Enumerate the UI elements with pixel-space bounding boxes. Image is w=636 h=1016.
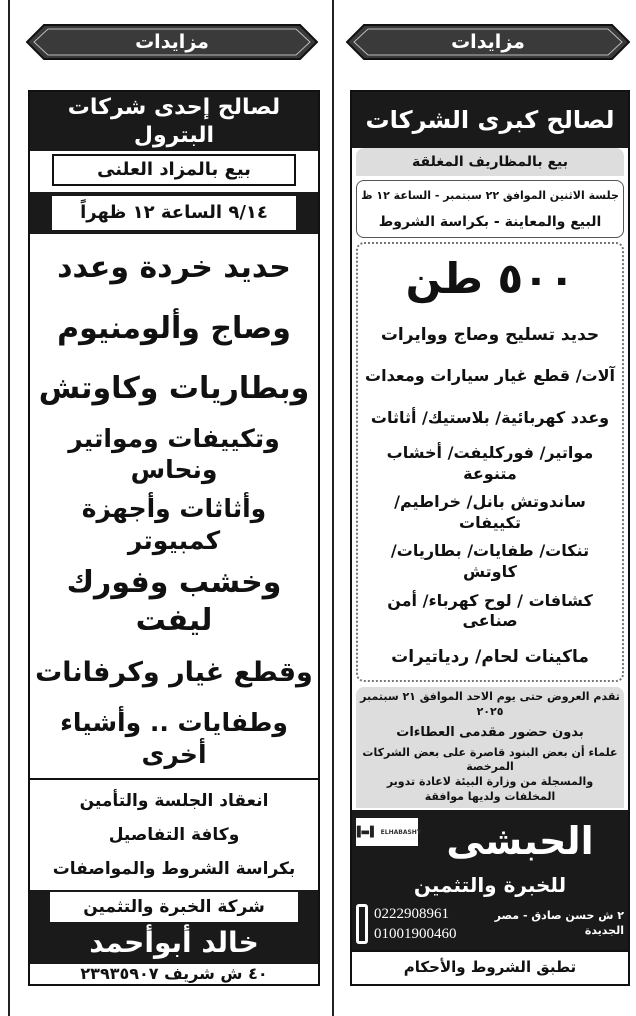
left-sale-type: بيع بالمزاد العلنى	[52, 154, 296, 186]
left-date-time: ٩/١٤ الساعة ١٢ ظهراً	[52, 196, 296, 230]
item-line: وبطاريات وكاوتش	[38, 370, 310, 406]
column-rule-left	[8, 0, 10, 1016]
left-name: خالد أبوأحمد	[89, 925, 259, 959]
banner-text: مزايدات	[451, 31, 525, 53]
item-line: وعدد كهربائية/ بلاستيك/ أثاثات	[370, 407, 610, 427]
item-line: وتكييفات ومواتير ونحاس	[68, 423, 280, 484]
right-phones	[374, 904, 457, 944]
right-company-box	[352, 810, 628, 950]
right-banner	[346, 24, 630, 60]
item-line: وأثاثات وأجهزة كمبيوتر	[81, 494, 267, 555]
right-sale-type: بيع بالمظاريف المغلقة	[356, 148, 624, 176]
right-address: ٢ ش حسن صادق - مصر الجديدة	[494, 909, 624, 937]
terms-line: بدون حضور مقدمى العطاءات	[396, 724, 584, 740]
left-items	[30, 234, 318, 778]
phone-number: 0222908961	[374, 906, 449, 922]
note-line: وكافة التفاصيل	[108, 824, 240, 845]
right-inspection: البيع والمعاينة - بكراسة الشروط	[378, 213, 602, 230]
left-address-phone: ٤٠ ش شريف ٢٣٩٣٥٩٠٧	[80, 964, 268, 983]
item-line: وصاج وألومنيوم	[57, 310, 291, 346]
left-ad	[28, 90, 320, 986]
right-contact-row	[356, 904, 624, 944]
left-company: شركة الخبرة والتثمين	[50, 892, 298, 922]
left-title: لصالح إحدى شركات البترول	[30, 92, 318, 151]
item-line: ساندوتش بانل/ خراطيم/ تكييفات	[394, 492, 586, 532]
item-line: وخشب وفورك ليفت	[66, 565, 282, 638]
right-title: لصالح كبرى الشركات	[352, 92, 628, 148]
right-tagline: للخبرة والتثمين	[413, 873, 567, 897]
right-session: جلسة الاثنين الموافق ٢٢ سبتمبر - الساعة ١٢ ظ	[361, 188, 619, 202]
right-terms	[356, 687, 624, 808]
right-session-box	[356, 180, 624, 238]
phone-number: 01001900460	[374, 926, 457, 942]
item-line: تنكات/ طفايات/ بطاريات/ كاوتش	[390, 541, 590, 582]
item-line: آلات/ قطع غيار سيارات ومعدات	[365, 365, 616, 385]
item-line: حديد خردة وعدد	[57, 250, 291, 286]
item-line: وطفايات .. وأشياء أخرى	[60, 708, 288, 769]
phone-icon	[356, 904, 368, 944]
banner-text: مزايدات	[135, 31, 209, 53]
right-ad	[350, 90, 630, 986]
item-line: ماكينات لحام/ ردياتيرات	[391, 646, 589, 667]
column-rule-middle	[332, 0, 334, 1016]
item-line: حديد تسليح وصاج ووايرات	[380, 324, 600, 345]
left-notes	[30, 778, 318, 890]
right-quantity: ٥٠٠ طن	[405, 253, 575, 303]
note-line: بكراسة الشروط والمواصفات	[52, 858, 296, 879]
item-line: وقطع غيار وكرفانات	[35, 657, 313, 689]
right-footer: تطبق الشروط والأحكام	[352, 950, 628, 984]
logo-mark-icon: ▐▬▌	[352, 826, 378, 838]
right-items-box	[356, 242, 624, 682]
right-company: الحبشى	[446, 819, 594, 864]
note-line: انعقاد الجلسة والتأمين	[79, 790, 269, 811]
company-logo: ▐▬▌ ELHABASHY	[356, 818, 418, 846]
left-banner	[26, 24, 318, 60]
terms-line: تقدم العروض حتى يوم الاحد الموافق ٢١ سبتمبر ٢٠٢٥	[360, 689, 620, 718]
terms-line: علماء أن بعض البنود قاصرة على بعض الشركات المرخصة	[362, 745, 618, 774]
item-line: مواتير/ فوركليفت/ أخشاب متنوعة	[386, 442, 594, 483]
terms-line: والمسجلة من وزارة البيئة لاعادة تدوير المخلفات ولديها موافقة	[386, 775, 594, 804]
item-line: كشافات / لوح كهرباء/ أمن صناعى	[387, 590, 593, 631]
